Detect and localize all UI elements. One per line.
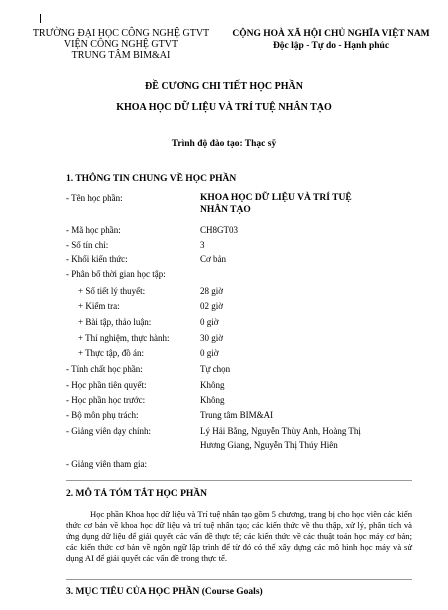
institute-name: VIỆN CÔNG NGHỆ GTVT bbox=[63, 39, 179, 50]
course-nature-label: - Tính chất học phần: bbox=[66, 364, 143, 374]
knowledge-block-label: - Khối kiến thức: bbox=[66, 254, 128, 264]
lab-hours-value: 30 giờ bbox=[200, 333, 224, 343]
course-title: KHOA HỌC DỮ LIỆU VÀ TRÍ TUỆ NHÂN TẠO bbox=[116, 102, 332, 113]
credits-label: - Số tín chỉ: bbox=[66, 240, 109, 250]
section1-heading: 1. THÔNG TIN CHUNG VỀ HỌC PHẦN bbox=[66, 174, 237, 184]
exercise-hours-value: 0 giờ bbox=[200, 317, 219, 327]
course-name-value-cont: NHÂN TẠO bbox=[200, 205, 251, 215]
credits-value: 3 bbox=[200, 240, 205, 250]
practice-hours-label: + Thực tập, đồ án: bbox=[78, 348, 145, 358]
header-right bbox=[228, 28, 434, 52]
doc-title: ĐỀ CƯƠNG CHI TIẾT HỌC PHẦN bbox=[145, 81, 303, 92]
prerequisite-value: Không bbox=[200, 380, 225, 390]
course-code-label: - Mã học phần: bbox=[66, 225, 121, 235]
course-name-label: - Tên học phần: bbox=[66, 193, 123, 203]
national-title: CỘNG HOÀ XÃ HỘI CHỦ NGHĨA VIỆT NAM bbox=[232, 29, 430, 39]
practice-hours-value: 0 giờ bbox=[200, 348, 219, 358]
prerequisite-label: - Học phần tiên quyết: bbox=[66, 380, 147, 390]
section3-heading: 3. MỤC TIÊU CỦA HỌC PHẦN (Course Goals) bbox=[66, 587, 263, 597]
exercise-hours-label: + Bài tập, thảo luận: bbox=[78, 317, 152, 327]
knowledge-block-value: Cơ bản bbox=[200, 254, 227, 264]
section-divider bbox=[66, 579, 412, 580]
main-lecturer-label: - Giảng viên dạy chính: bbox=[66, 426, 151, 436]
exam-hours-value: 02 giờ bbox=[200, 301, 224, 311]
course-code-value: CH8GT03 bbox=[200, 225, 238, 235]
course-name-value: KHOA HỌC DỮ LIỆU VÀ TRÍ TUỆ bbox=[200, 193, 352, 203]
course-description: Học phần Khoa học dữ liệu và Trí tuệ nhân tạo gồm 5 chương, trang bị cho học viên các kiến thức cơ bản về khoa học dữ liệu và trí tuệ nhân tạo; các kiến thức về thu thập, xử lý, phân tích và ứng dụng dữ liệu để giải quyết các vấn đề thực tế; các kiến thức về các thuật toán học máy cơ bản; các kiến thức cơ bản về ngôn ngữ lập trình để từ đó có thể xây dựng các mô hình học máy và sử dụng AI để giải quyết các vấn đề trong thực tế. bbox=[66, 509, 412, 563]
prior-course-label: - Học phần học trước: bbox=[66, 395, 146, 405]
text-cursor bbox=[40, 14, 41, 23]
assistant-lecturer-label: - Giảng viên tham gia: bbox=[66, 459, 147, 469]
section2-heading: 2. MÔ TẢ TÓM TẮT HỌC PHẦN bbox=[66, 489, 208, 499]
theory-hours-value: 28 giờ bbox=[200, 286, 224, 296]
course-nature-value: Tự chọn bbox=[200, 364, 231, 374]
section-divider bbox=[66, 480, 412, 481]
center-name: TRUNG TÂM BIM&AI bbox=[71, 50, 171, 61]
time-allocation-label: - Phân bố thời gian học tập: bbox=[66, 269, 166, 279]
theory-hours-label: + Số tiết lý thuyết: bbox=[78, 286, 146, 296]
national-motto: Độc lập - Tự do - Hạnh phúc bbox=[272, 41, 390, 51]
exam-hours-label: + Kiểm tra: bbox=[78, 301, 120, 311]
lab-hours-label: + Thí nghiệm, thực hành: bbox=[78, 333, 170, 343]
main-lecturer-value-cont: Hương Giang, Nguyễn Thị Thúy Hiên bbox=[200, 440, 338, 450]
department-value: Trung tâm BIM&AI bbox=[200, 410, 274, 420]
department-label: - Bộ môn phụ trách: bbox=[66, 410, 139, 420]
prior-course-value: Không bbox=[200, 395, 225, 405]
main-lecturer-value: Lý Hải Bằng, Nguyễn Thùy Anh, Hoàng Thị bbox=[200, 426, 361, 436]
training-level: Trình độ đào tạo: Thạc sỹ bbox=[171, 139, 277, 149]
header-left bbox=[26, 28, 216, 61]
university-name: TRƯỜNG ĐẠI HỌC CÔNG NGHỆ GTVT bbox=[32, 28, 210, 39]
